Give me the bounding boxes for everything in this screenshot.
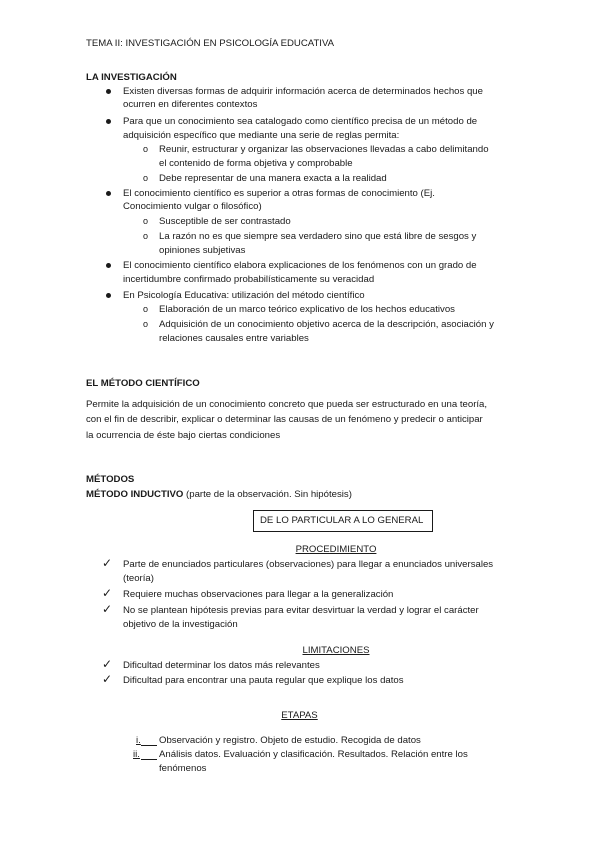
bullet-text: Conocimiento vulgar o filosófico): [123, 201, 262, 212]
limitation-item: Dificultad para encontrar una pauta regular que explique los datos: [123, 675, 404, 686]
sub-bullet-circle: o: [143, 144, 149, 154]
principle-text: DE LO PARTICULAR A LO GENERAL: [260, 515, 424, 526]
bullet-dot: [106, 191, 111, 196]
bullet-text: En Psicología Educativa: utilización del método científico: [123, 290, 365, 301]
procedimiento-heading: PROCEDIMIENTO: [295, 544, 377, 555]
bullet-dot: [106, 119, 111, 124]
sub-bullet-circle: o: [143, 231, 149, 241]
bullet-dot: [106, 89, 111, 94]
bullet-text: El conocimiento científico es superior a otras formas de conocimiento (Ej.: [123, 188, 435, 199]
etapa-text: Análisis datos. Evaluación y clasificación. Resultados. Relación entre los: [159, 749, 468, 760]
bullet-text: ocurren en diferentes contextos: [123, 99, 258, 110]
paragraph-line: Permite la adquisición de un conocimiento concreto que pueda ser estructurado en una teoría,: [86, 399, 488, 410]
limitation-item: Dificultad determinar los datos más relevantes: [123, 660, 320, 671]
sub-bullet-text: Adquisición de un conocimiento objetivo acerca de la descripción, asociación y: [159, 319, 494, 330]
sub-bullet-text: relaciones causales entre variables: [159, 333, 309, 344]
sub-bullet-circle: o: [143, 319, 149, 329]
sub-bullet-text: Debe representar de una manera exacta a la realidad: [159, 173, 387, 184]
page-header: TEMA II: INVESTIGACIÓN EN PSICOLOGÍA EDUCATIVA: [86, 38, 335, 49]
etapas-heading: ETAPAS: [281, 710, 318, 721]
subsection-title: [86, 488, 352, 501]
section-title-metodo-cientifico: EL MÉTODO CIENTÍFICO: [86, 378, 200, 389]
sub-bullet-text: Elaboración de un marco teórico explicativo de los hechos educativos: [159, 304, 455, 315]
section-title-investigacion: LA INVESTIGACIÓN: [86, 72, 177, 83]
section-title-metodos: MÉTODOS: [86, 474, 135, 485]
check-icon: ✓: [102, 672, 113, 686]
etapa-number: i.: [136, 735, 141, 746]
sub-bullet-circle: o: [143, 216, 149, 226]
bullet-dot: [106, 263, 111, 268]
procedure-item: (teoría): [123, 573, 154, 584]
bullet-dot: [106, 293, 111, 298]
check-icon: ✓: [102, 657, 113, 671]
bullet-text: Existen diversas formas de adquirir información acerca de determinados hechos que: [123, 86, 483, 97]
etapa-number-leader: [141, 759, 157, 760]
etapa-text: fenómenos: [159, 763, 207, 774]
bullet-text: incertidumbre confirmado probabilísticamente su veracidad: [123, 274, 375, 285]
method-name: MÉTODO INDUCTIVO: [86, 489, 184, 500]
check-icon: ✓: [102, 556, 113, 570]
bullet-text: Para que un conocimiento sea catalogado como científico precisa de un método de: [123, 116, 478, 127]
etapa-text: Observación y registro. Objeto de estudio. Recogida de datos: [159, 735, 421, 746]
principle-box: [253, 510, 433, 532]
sub-bullet-text: el contenido de forma objetiva y comprobable: [159, 158, 353, 169]
sub-bullet-text: La razón no es que siempre sea verdadero sino que está libre de sesgos y: [159, 231, 477, 242]
procedure-item: Parte de enunciados particulares (observaciones) para llegar a enunciados universales: [123, 559, 494, 570]
etapa-number-leader: [141, 745, 157, 746]
etapa-number: ii.: [133, 749, 140, 760]
check-icon: ✓: [102, 602, 113, 616]
sub-bullet-text: Reunir, estructurar y organizar las observaciones llevadas a cabo delimitando: [159, 144, 489, 155]
sub-bullet-text: opiniones subjetivas: [159, 245, 246, 256]
sub-bullet-circle: o: [143, 304, 149, 314]
sub-bullet-circle: o: [143, 173, 149, 183]
paragraph-line: con el fin de describir, explicar o determinar las causas de un fenómeno y predecir o anticipar: [86, 414, 483, 425]
method-note: (parte de la observación. Sin hipótesis): [186, 489, 352, 500]
check-icon: ✓: [102, 586, 113, 600]
limitaciones-heading: LIMITACIONES: [302, 645, 370, 656]
paragraph-line: la ocurrencia de éste bajo ciertas condiciones: [86, 430, 281, 441]
procedure-item: objetivo de la investigación: [123, 619, 238, 630]
procedure-item: No se plantean hipótesis previas para evitar desvirtuar la verdad y lograr el carácter: [123, 605, 479, 616]
bullet-text: El conocimiento científico elabora explicaciones de los fenómenos con un grado de: [123, 260, 477, 271]
sub-bullet-text: Susceptible de ser contrastado: [159, 216, 291, 227]
procedure-item: Requiere muchas observaciones para llegar a la generalización: [123, 589, 394, 600]
bullet-text: adquisición específico que mediante una serie de reglas permita:: [123, 130, 400, 141]
